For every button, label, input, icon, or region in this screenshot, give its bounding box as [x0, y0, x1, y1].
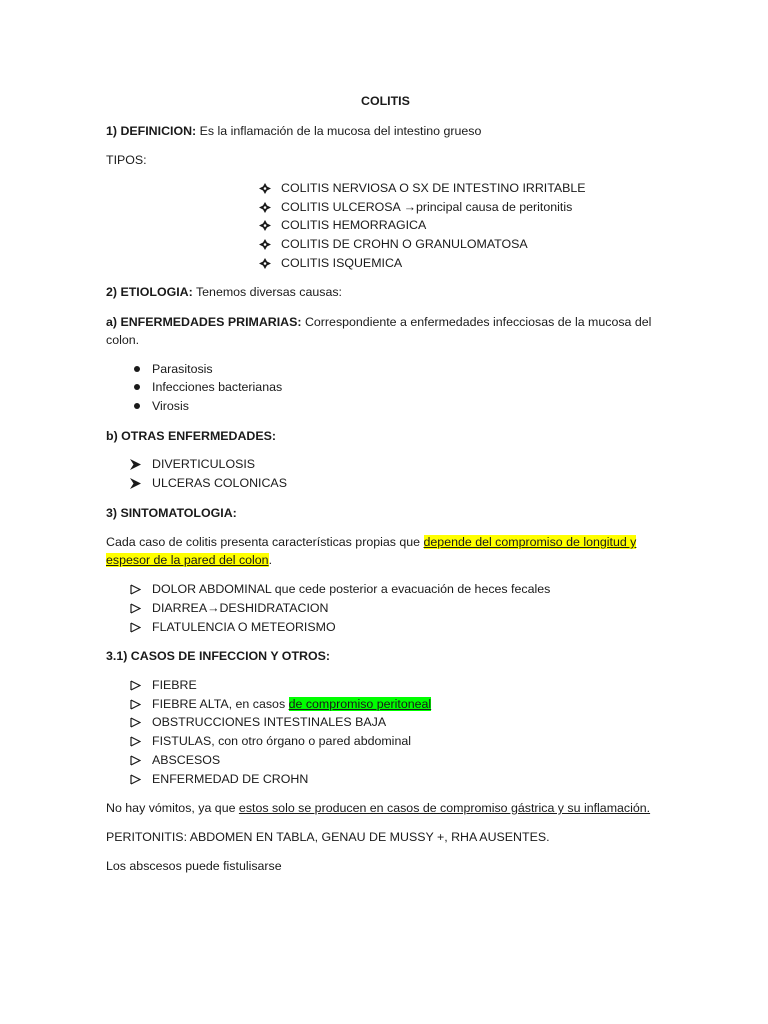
- symptom-list-item: [152, 581, 550, 597]
- symptom-list-item: [152, 619, 336, 635]
- tipos-item-label: COLITIS NERVIOSA O SX DE INTESTINO IRRITABLE: [281, 181, 586, 195]
- filled-arrowhead-bullet-icon: [130, 456, 144, 470]
- casos-list-item: [152, 696, 431, 712]
- casos-item-label: FISTULAS, con otro órgano o pared abdominal: [152, 734, 411, 748]
- definicion-paragraph: [106, 123, 481, 139]
- peritonitis-paragraph: PERITONITIS: ABDOMEN EN TABLA, GENAU DE MUSSY +, RHA AUSENTES.: [106, 830, 550, 844]
- casos-list-item: [152, 677, 197, 693]
- outlined-arrowhead-bullet-icon: [130, 733, 144, 747]
- vomitos-paragraph: [106, 800, 650, 816]
- sintomatologia-paragraph-line1: [106, 534, 636, 550]
- outlined-arrowhead-bullet-icon: [130, 696, 144, 710]
- casos-label: 3.1) CASOS DE INFECCION Y OTROS:: [106, 649, 330, 663]
- tipos-list-item: [281, 217, 426, 233]
- sintomatologia-text: Cada caso de colitis presenta características propias que: [106, 535, 424, 549]
- dot-bullet-icon: [130, 379, 144, 390]
- outlined-arrowhead-bullet-icon: [130, 752, 144, 766]
- sintomatologia-text: .: [268, 553, 273, 567]
- vomitos-text: No hay vómitos, ya que: [106, 801, 239, 815]
- dot-bullet-icon: [130, 398, 144, 409]
- tipos-item-label: COLITIS ISQUEMICA: [281, 256, 403, 270]
- definicion-label: 1) DEFINICION:: [106, 124, 197, 138]
- casos-item-label: OBSTRUCCIONES INTESTINALES BAJA: [152, 715, 387, 729]
- primarias-text-continued: colon.: [106, 333, 140, 347]
- definicion-text: Es la inflamación de la mucosa del intestino grueso: [196, 124, 482, 138]
- symptom-item-label: DIARREA→DESHIDRATACION: [152, 601, 329, 615]
- otras-list-item: [152, 456, 255, 472]
- outlined-arrowhead-bullet-icon: [130, 619, 144, 633]
- casos-list-item: [152, 714, 386, 730]
- tipos-item-label: COLITIS HEMORRAGICA: [281, 218, 427, 232]
- primarias-list-item: [152, 398, 189, 414]
- abscesos-paragraph: Los abscesos puede fistulisarse: [106, 859, 282, 873]
- primarias-item-label: Infecciones bacterianas: [152, 380, 283, 394]
- highlighted-text: depende del compromiso de longitud y: [423, 535, 637, 549]
- casos-item-label: ABSCESOS: [152, 753, 221, 767]
- highlighted-text: espesor de la pared del colon: [106, 553, 269, 567]
- diamond-bullet-icon: [259, 217, 273, 231]
- outlined-arrowhead-bullet-icon: [130, 600, 144, 614]
- outlined-arrowhead-bullet-icon: [130, 714, 144, 728]
- tipos-list-item: [281, 255, 402, 271]
- tipos-list-item: [281, 180, 586, 196]
- dot-bullet-icon: [130, 361, 144, 372]
- underlined-text: estos solo se producen en casos de compromiso gástrica y su inflamación.: [238, 801, 651, 815]
- casos-list-item: [152, 752, 220, 768]
- highlighted-text: de compromiso peritoneal: [288, 697, 432, 711]
- etiologia-label: 2) ETIOLOGIA:: [106, 285, 193, 299]
- tipos-item-label: COLITIS DE CROHN O GRANULOMATOSA: [281, 237, 528, 251]
- symptom-item-label: FLATULENCIA O METEORISMO: [152, 620, 336, 634]
- tipos-list-item: [281, 199, 572, 215]
- outlined-arrowhead-bullet-icon: [130, 771, 144, 785]
- otras-item-label: ULCERAS COLONICAS: [152, 476, 287, 490]
- outlined-arrowhead-bullet-icon: [130, 677, 144, 691]
- diamond-bullet-icon: [259, 180, 273, 194]
- diamond-bullet-icon: [259, 236, 273, 250]
- otras-item-label: DIVERTICULOSIS: [152, 457, 256, 471]
- primarias-list-item: [152, 379, 282, 395]
- casos-item-label: FIEBRE ALTA, en casos: [152, 697, 289, 711]
- primarias-item-label: Virosis: [152, 399, 189, 413]
- casos-list-item: [152, 733, 411, 749]
- casos-item-label: ENFERMEDAD DE CROHN: [152, 772, 309, 786]
- etiologia-paragraph: [106, 284, 342, 300]
- primarias-label: a) ENFERMEDADES PRIMARIAS:: [106, 315, 302, 329]
- otras-list-item: [152, 475, 287, 491]
- otras-label: b) OTRAS ENFERMEDADES:: [106, 429, 277, 443]
- primarias-list-item: [152, 361, 213, 377]
- tipos-list-item: [281, 236, 528, 252]
- tipos-label: TIPOS:: [106, 153, 147, 167]
- primarias-item-label: Parasitosis: [152, 362, 213, 376]
- tipos-item-label: COLITIS ULCEROSA →principal causa de peritonitis: [281, 200, 573, 214]
- diamond-bullet-icon: [259, 255, 273, 269]
- etiologia-text: Tenemos diversas causas:: [192, 285, 342, 299]
- document-title: COLITIS: [361, 94, 410, 108]
- filled-arrowhead-bullet-icon: [130, 475, 144, 489]
- symptom-item-label: DOLOR ABDOMINAL que cede posterior a evacuación de heces fecales: [152, 582, 551, 596]
- primarias-text: Correspondiente a enfermedades infecciosas de la mucosa del: [301, 315, 652, 329]
- outlined-arrowhead-bullet-icon: [130, 581, 144, 595]
- diamond-bullet-icon: [259, 199, 273, 213]
- primarias-paragraph: [106, 314, 651, 330]
- sintomatologia-paragraph-line2: [106, 552, 272, 568]
- sintomatologia-label: 3) SINTOMATOLOGIA:: [106, 506, 237, 520]
- symptom-list-item: [152, 600, 328, 616]
- casos-list-item: [152, 771, 308, 787]
- casos-item-label: FIEBRE: [152, 678, 197, 692]
